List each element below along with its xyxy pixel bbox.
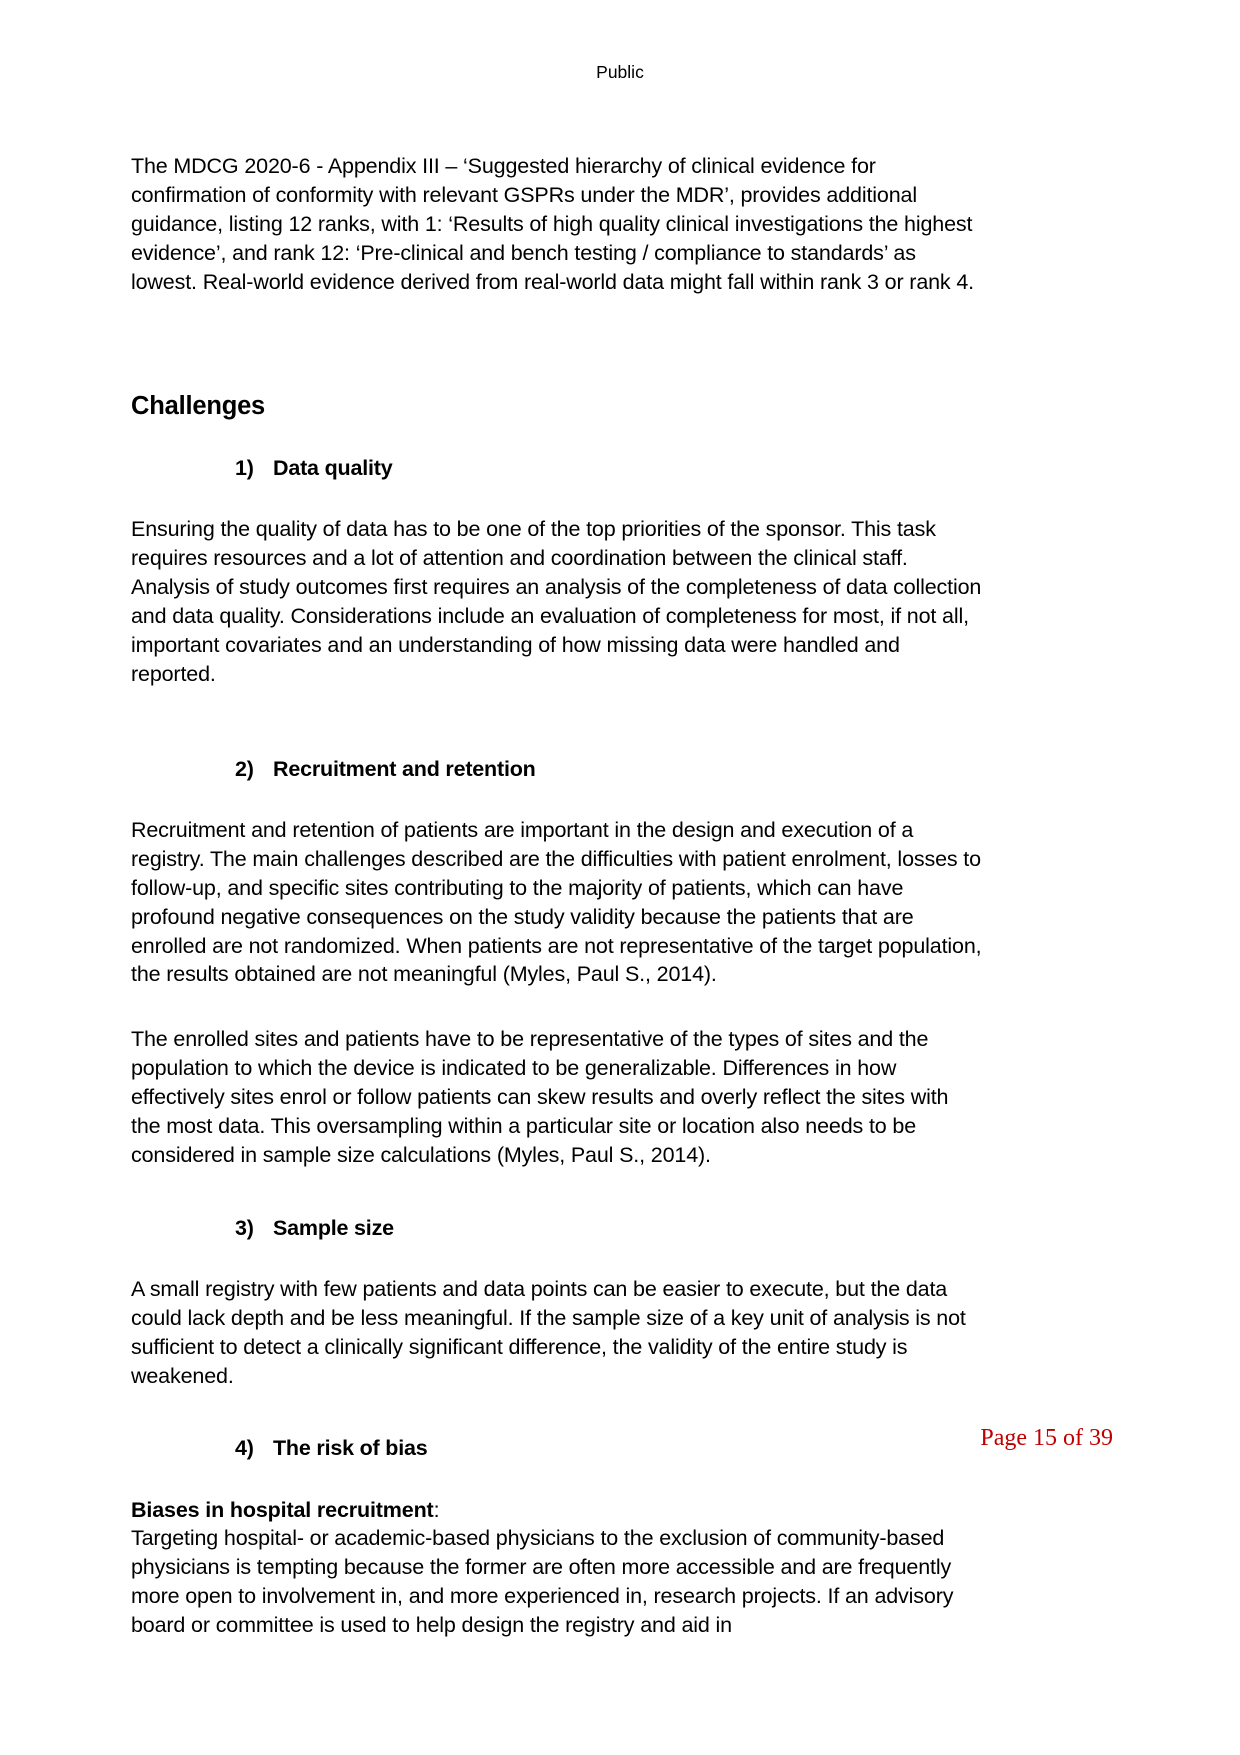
bias-block-text: Targeting hospital- or academic-based physicians to the exclusion of community-based physicians is tempting because the former are often more accessible and are frequently more open to involvement in, and more experienced in, research projects. If an advisory board or committee is used to help design the registry and aid in bbox=[131, 1526, 954, 1638]
spacer-before-challenges bbox=[131, 319, 983, 351]
list-number-1: 1) bbox=[235, 456, 254, 481]
page-title: Challenges bbox=[131, 391, 266, 420]
list-title-1: Data quality bbox=[273, 456, 393, 481]
page-number-footer: Page 15 of 39 bbox=[980, 1425, 1113, 1451]
spacer-3 bbox=[131, 1243, 983, 1275]
list-item-heading-1 bbox=[131, 454, 983, 483]
list-title-3: Sample size bbox=[273, 1215, 394, 1240]
document-body bbox=[131, 152, 983, 1640]
spacer-4 bbox=[131, 1464, 983, 1496]
list-number-3: 3) bbox=[235, 1215, 254, 1240]
spacer-before-item-3 bbox=[131, 1192, 983, 1214]
list-number-2: 2) bbox=[235, 756, 254, 781]
list-number-4: 4) bbox=[235, 1436, 254, 1461]
paragraph-recruitment-2: The enrolled sites and patients have to be representative of the types of sites and the population to which the device is indicated to be generalizable. Differences in how effectively sites enrol or follow patients can skew results and overly reflect the sites with the most data. This oversampling within a particular site or location also needs to be considered in sample size calculations (Myles, Paul S., 2014). bbox=[131, 1027, 949, 1167]
spacer-before-item-2 bbox=[131, 711, 983, 755]
list-item-heading-3 bbox=[131, 1214, 983, 1243]
spacer-2 bbox=[131, 784, 983, 816]
paragraph-data-quality: Ensuring the quality of data has to be one of the top priorities of the sponsor. This task requires resources and a lot of attention and coordination between the clinical staff. Analysis of study outcomes first requires an analysis of the completeness of data collection and data quality. Considerations include an evaluation of completeness for most, if not all, important covariates and an understanding of how missing data were handled and reported. bbox=[131, 517, 982, 686]
spacer-after-challenges bbox=[131, 422, 983, 454]
bias-block-label-suffix: : bbox=[433, 1497, 440, 1522]
paragraph-sample-size: A small registry with few patients and data points can be easier to execute, but the data could lack depth and be less meaningful. If the sample size of a key unit of analysis is not sufficient to detect a clinically significant difference, the validity of the entire study is weakened. bbox=[131, 1276, 966, 1388]
bias-block-label: Biases in hospital recruitment bbox=[131, 1497, 434, 1522]
list-item-heading-2 bbox=[131, 755, 983, 784]
bias-block bbox=[131, 1496, 983, 1641]
paragraph-recruitment-1: Recruitment and retention of patients are important in the design and execution of a registry. The main challenges described are the difficulties with patient enrolment, losses to follow-up, and specific sites contributing to the majority of patients, which can have profound negative consequences on the study validity because the patients that are enrolled are not randomized. When patients are not representative of the target population, the results obtained are not meaningful (Myles, Paul S., 2014). bbox=[131, 817, 982, 987]
intro-paragraph: The MDCG 2020-6 - Appendix III – ‘Suggested hierarchy of clinical evidence for confirmation of conformity with relevant GSPRs under the MDR’, provides additional guidance, listing 12 ranks, with 1: ‘Results of high quality clinical investigations the highest evidence’, and rank 12: ‘Pre-clinical and bench testing / compliance to standards’ as lowest. Real-world evidence derived from real-world data might fall within rank 3 or rank 4. bbox=[131, 154, 974, 294]
list-title-4: The risk of bias bbox=[273, 1436, 428, 1461]
list-title-2: Recruitment and retention bbox=[273, 756, 536, 781]
spacer-2b bbox=[131, 1011, 983, 1025]
spacer-1 bbox=[131, 483, 983, 515]
page-header-classification: Public bbox=[596, 62, 644, 82]
